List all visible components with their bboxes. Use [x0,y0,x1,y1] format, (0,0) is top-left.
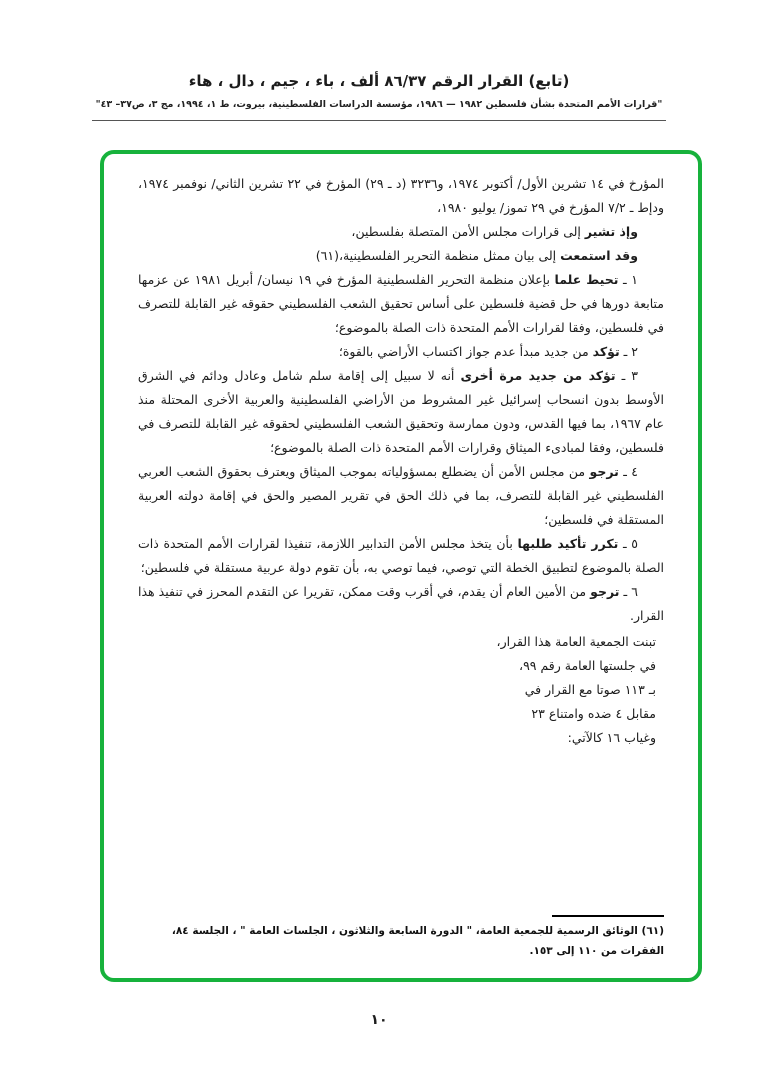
paragraph-number: ١ ـ [618,272,639,287]
footnote-divider [552,915,664,917]
paragraph-lead: تؤكد [592,344,620,359]
paragraph-number: ٤ ـ [618,464,639,479]
paragraph-number: ٦ ـ [619,584,638,599]
paragraph [138,172,664,220]
document-title: (تابع) القرار الرقم ٨٦/٣٧ ألف ، باء ، جيم ، دال ، هاء [188,72,570,90]
source-citation: "قرارات الأمم المتحدة بشأن فلسطين ١٩٨٢ — ١٩٨٦، مؤسسة الدراسات الفلسطينية، بيروت، ط ١، ١٩٩٤، مج ٣، ص٣٧– ٤٣" [95,99,663,110]
paragraph-text: من مجلس الأمن أن يضطلع بمسؤولياته بموجب الميثاق ويعترف بحقوق الشعب العربي الفلسطيني غير القابلة للتصرف، بما في ذلك الحق في تقرير المصير والحق في إقامة دولته العربية المستقلة في فلسطين؛ [138,464,664,527]
closing-line: بـ ١١٣ صوتا مع القرار في [524,682,656,697]
paragraph-lead: تحيط علما [554,272,619,287]
paragraph-lead: ترجو [590,584,620,599]
closing-line: تبنت الجمعية العامة هذا القرار، [496,634,656,649]
paragraph [138,580,664,628]
closing-line: مقابل ٤ ضده وامتناع ٢٣ [531,706,656,721]
paragraph-text: أنه لا سبيل إلى إقامة سلم شامل وعادل ودائم في الشرق الأوسط بدون انسحاب إسرائيل غير المشروط من الأراضي الفلسطينية والعربية الأخرى المحتلة منذ عام ١٩٦٧، بما فيها القدس، ودون ممارسة وتحقيق الشعب الفلسطيني لحقوقه غير القابلة للتصرف في فلسطين، وفقا لمبادىء الميثاق وقرارات الأمم المتحدة ذات الصلة بالموضوع؛ [138,368,664,455]
paragraph-text: من الأمين العام أن يقدم، في أقرب وقت ممكن، تقريرا عن التقدم المحرز في تنفيذ هذا القرار. [138,584,664,623]
paragraph [138,340,664,364]
footnote [138,915,664,962]
footnote-marker: (٦١) [641,925,664,938]
header-divider [92,120,666,121]
paragraph [138,532,664,580]
paragraph-number: ٣ ـ [615,368,639,383]
content-frame [100,150,702,982]
page-number: ١٠ [370,1012,388,1028]
paragraph [138,244,664,268]
paragraph [138,220,664,244]
footnote-body: الوثائق الرسمية للجمعية العامة، " الدورة السابعة والثلاثون ، الجلسات العامة " ، الجلسة ٨٤، الفقرات من ١١٠ إلى ١٥٣. [171,925,664,958]
paragraph-text: إلى بيان ممثل منظمة التحرير الفلسطينية،(٦١) [315,248,561,263]
paragraph-text: إلى قرارات مجلس الأمن المتصلة بفلسطين، [351,224,585,239]
paragraph-text: بأن يتخذ مجلس الأمن التدابير اللازمة، تنفيذا لقرارات الأمم المتحدة ذات الصلة بالموضوع لتطبيق الخطة التي توصي، فيما توصي به، بأن تقوم دولة عربية مستقلة في فلسطين؛ [138,536,664,575]
closing-line: في جلستها العامة رقم ٩٩، [519,658,656,673]
paragraph-number: ٥ ـ [618,536,638,551]
closing-lines [404,630,656,750]
paragraph [138,268,664,340]
paragraph-lead: تكرر تأكيد طلبها [517,536,619,551]
paragraph-list [138,172,664,628]
paragraph [138,460,664,532]
paragraph-lead: وقد استمعت [560,248,638,263]
paragraph-text: المؤرخ في ١٤ تشرين الأول/ أكتوبر ١٩٧٤، و٣٢٣٦ (د ـ ٢٩) المؤرخ في ٢٢ تشرين الثاني/ نوفمبر ١٩٧٤، ودإط ـ ٧/٢ المؤرخ في ٢٩ تموز/ يوليو ١٩٨٠، [138,176,665,215]
closing-line: وغياب ١٦ كالآتي: [567,730,656,745]
paragraph-text: من جديد مبدأ عدم جواز اكتساب الأراضي بالقوة؛ [338,344,593,359]
paragraph-lead: تؤكد من جديد مرة أخرى [460,368,616,383]
paragraph-lead: وإذ تشير [584,224,638,239]
paragraph-number: ٢ ـ [619,344,638,359]
footnote-text [138,922,664,962]
paragraph [138,364,664,460]
paragraph-text: بإعلان منظمة التحرير الفلسطينية المؤرخ في ١٩ نيسان/ أبريل ١٩٨١ عن عزمها متابعة دورها في حل قضية فلسطين على أساس تحقيق الشعب الفلسطيني حقوقه غير القابلة للتصرف في فلسطين، وفقا لقرارات الأمم المتحدة ذات الصلة بالموضوع؛ [138,272,664,335]
paragraph-lead: ترجو [589,464,619,479]
